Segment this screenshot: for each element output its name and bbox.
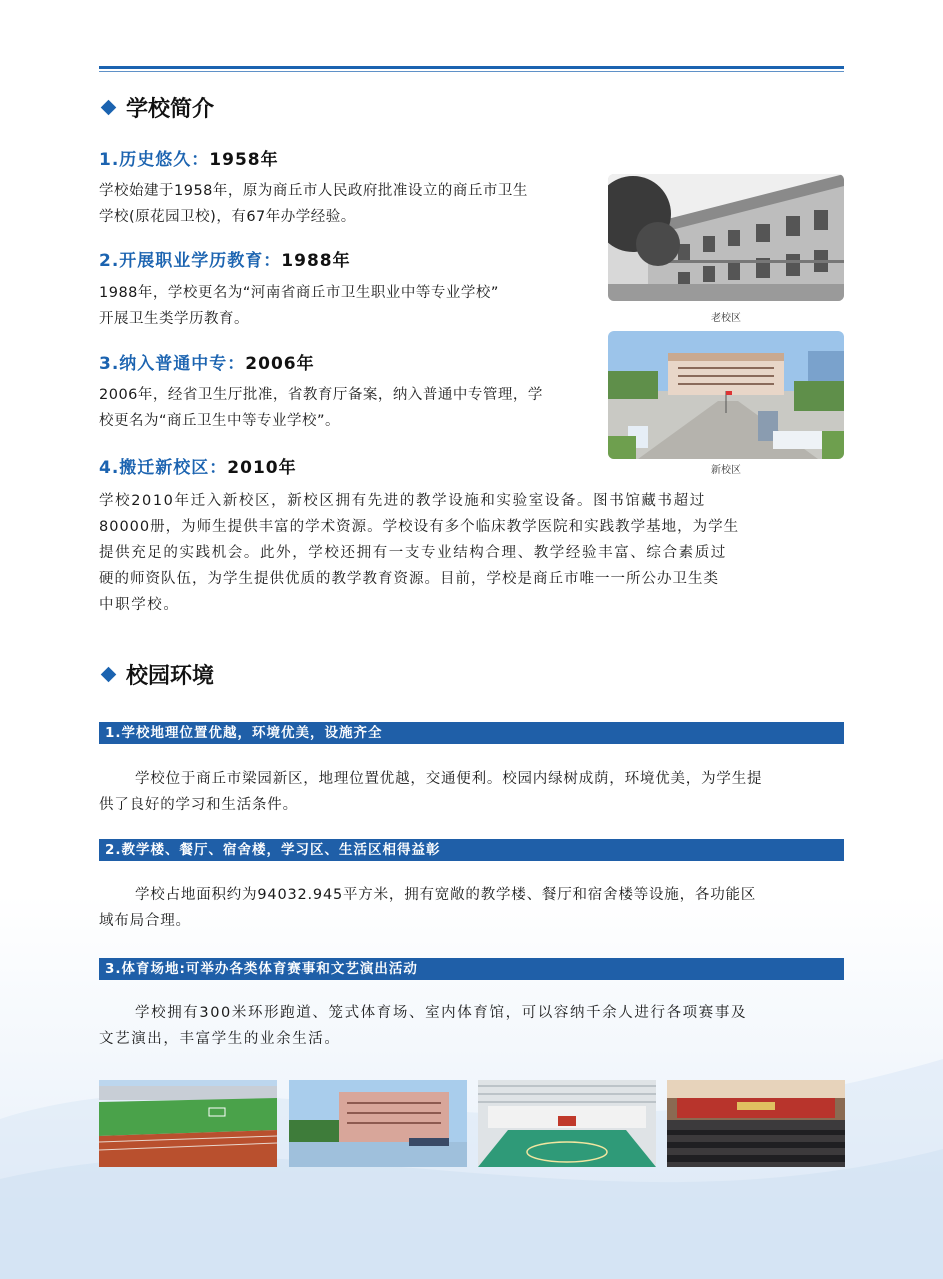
topic-bar-1: 1.学校地理位置优越，环境优美，设施齐全	[99, 722, 844, 744]
subhead-year: 1958年	[209, 150, 279, 170]
paragraph-line: 学校位于商丘市梁园新区，地理位置优越，交通便利。校园内绿树成荫，环境优美，为学生提	[135, 771, 763, 787]
paragraph-line: 1988年，学校更名为“河南省商丘市卫生职业中等专业学校”	[99, 285, 499, 301]
section-title-campus	[99, 659, 214, 690]
paragraph-line: 硬的师资队伍，为学生提供优质的教学教育资源。目前，学校是商丘市唯一一所公办卫生类	[99, 571, 719, 587]
diamond-bullet-icon	[101, 667, 117, 683]
campus-paragraph-2	[99, 882, 844, 934]
subhead-2	[99, 246, 351, 271]
subhead-label: 3.纳入普通中专：	[99, 354, 246, 374]
auditorium-photo	[667, 1080, 845, 1167]
indoor-gym-photo	[478, 1080, 656, 1167]
paragraph-line: 学校2010年迁入新校区，新校区拥有先进的教学设施和实验室设备。图书馆藏书超过	[99, 493, 706, 509]
new-campus-caption: 新校区	[711, 465, 741, 476]
paragraph-line: 校更名为“商丘卫生中等专业学校”。	[99, 413, 341, 429]
topic-bar-3: 3.体育场地:可举办各类体育赛事和文艺演出活动	[99, 958, 844, 980]
section-title-text: 学校简介	[126, 97, 215, 122]
subhead-year: 2010年	[227, 458, 297, 478]
subhead-label: 2.开展职业学历教育：	[99, 251, 282, 271]
paragraph-line: 文艺演出，丰富学生的业余生活。	[99, 1031, 341, 1047]
new-campus-photo	[608, 331, 844, 459]
subhead-1	[99, 145, 279, 170]
subhead-label: 1.历史悠久：	[99, 150, 210, 170]
paragraph-line: 学校始建于1958年，原为商丘市人民政府批准设立的商丘市卫生	[99, 183, 528, 199]
old-campus-caption: 老校区	[711, 313, 741, 324]
paragraph-line: 提供充足的实践机会。此外，学校还拥有一支专业结构合理、教学经验丰富、综合素质过	[99, 545, 727, 561]
subhead-3	[99, 349, 315, 374]
paragraph-line: 供了良好的学习和生活条件。	[99, 797, 298, 813]
paragraph-1	[99, 178, 599, 230]
paragraph-2	[99, 280, 599, 332]
sports-field-photo	[99, 1080, 277, 1167]
subhead-4	[99, 453, 297, 478]
paragraph-line: 学校拥有300米环形跑道、笼式体育场、室内体育馆，可以容纳千余人进行各项赛事及	[135, 1005, 748, 1021]
basketball-court-photo	[289, 1080, 467, 1167]
section-title-intro	[99, 92, 214, 123]
paragraph-line: 2006年，经省卫生厅批准，省教育厅备案，纳入普通中专管理，学	[99, 387, 543, 403]
paragraph-4	[99, 488, 844, 618]
subhead-year: 1988年	[281, 251, 351, 271]
diamond-bullet-icon	[101, 100, 117, 116]
paragraph-line: 学校(原花园卫校)，有67年办学经验。	[99, 209, 356, 225]
subhead-year: 2006年	[245, 354, 315, 374]
old-campus-photo	[608, 174, 844, 301]
paragraph-line: 域布局合理。	[99, 913, 191, 929]
paragraph-3	[99, 382, 599, 434]
topic-bar-2: 2.教学楼、餐厅、宿舍楼，学习区、生活区相得益彰	[99, 839, 844, 861]
paragraph-line: 80000册，为师生提供丰富的学术资源。学校设有多个临床教学医院和实践教学基地，为学生	[99, 519, 740, 535]
paragraph-line: 中职学校。	[99, 597, 180, 613]
subhead-label: 4.搬迁新校区：	[99, 458, 228, 478]
top-rule	[99, 66, 844, 72]
campus-paragraph-3	[99, 1000, 844, 1052]
campus-paragraph-1	[99, 766, 844, 818]
paragraph-line: 学校占地面积约为94032.945平方米，拥有宽敞的教学楼、餐厅和宿舍楼等设施，各功能区	[135, 887, 757, 903]
paragraph-line: 开展卫生类学历教育。	[99, 311, 249, 327]
section-title-text: 校园环境	[126, 664, 215, 689]
